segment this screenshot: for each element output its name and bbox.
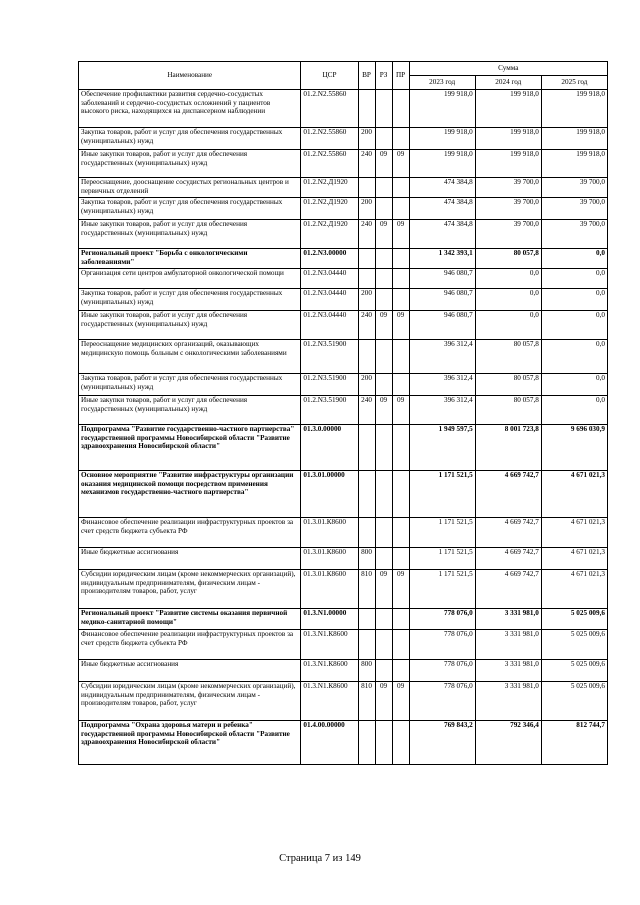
cell-vr xyxy=(358,518,375,548)
table-row xyxy=(79,518,608,548)
cell-sum-2024: 80 057,8 xyxy=(475,374,541,396)
cell-sum-2024: 4 669 742,7 xyxy=(475,471,541,518)
cell-pr: 09 xyxy=(392,682,409,721)
cell-name: Закупка товаров, работ и услуг для обеспечения государственных (муниципальных) нужд xyxy=(79,289,301,311)
cell-csr: 01.3.N1.К8600 xyxy=(301,660,358,682)
cell-sum-2023: 474 384,8 xyxy=(409,178,475,198)
cell-pr: 09 xyxy=(392,311,409,340)
cell-sum-2023: 396 312,4 xyxy=(409,374,475,396)
table-row xyxy=(79,150,608,178)
cell-sum-2025: 812 744,7 xyxy=(541,721,607,765)
cell-rz xyxy=(375,471,392,518)
table-row xyxy=(79,128,608,150)
cell-sum-2025: 0,0 xyxy=(541,289,607,311)
cell-rz xyxy=(375,660,392,682)
header-pr: ПР xyxy=(392,62,409,90)
cell-sum-2023: 778 076,0 xyxy=(409,630,475,660)
cell-csr: 01.2.N2.55860 xyxy=(301,128,358,150)
cell-csr: 01.2.N3.04440 xyxy=(301,289,358,311)
table-row xyxy=(79,178,608,198)
cell-sum-2024: 3 331 981,0 xyxy=(475,682,541,721)
cell-sum-2025: 199 918,0 xyxy=(541,90,607,128)
cell-vr: 200 xyxy=(358,128,375,150)
cell-sum-2023: 1 171 521,5 xyxy=(409,518,475,548)
cell-sum-2024: 39 700,0 xyxy=(475,198,541,220)
cell-pr xyxy=(392,374,409,396)
cell-csr: 01.2.N3.04440 xyxy=(301,311,358,340)
cell-sum-2024: 0,0 xyxy=(475,289,541,311)
cell-vr xyxy=(358,630,375,660)
table-row xyxy=(79,471,608,518)
cell-vr xyxy=(358,249,375,269)
cell-sum-2024: 3 331 981,0 xyxy=(475,630,541,660)
cell-name: Иные бюджетные ассигнования xyxy=(79,548,301,570)
cell-vr: 800 xyxy=(358,660,375,682)
cell-pr xyxy=(392,425,409,471)
cell-sum-2023: 946 080,7 xyxy=(409,289,475,311)
page-number: Страница 7 из 149 xyxy=(279,853,361,864)
cell-sum-2025: 4 671 021,3 xyxy=(541,471,607,518)
cell-rz: 09 xyxy=(375,570,392,609)
cell-rz: 09 xyxy=(375,682,392,721)
cell-sum-2025: 9 696 030,9 xyxy=(541,425,607,471)
cell-vr xyxy=(358,609,375,630)
cell-name: Обеспечение профилактики развития сердечно-сосудистых заболеваний и сердечно-сосудистых осложнений у пациентов высокого риска, находящихся на диспансерном наблюдении xyxy=(79,90,301,128)
cell-sum-2025: 0,0 xyxy=(541,269,607,289)
table-row xyxy=(79,220,608,249)
cell-vr: 810 xyxy=(358,570,375,609)
table-row xyxy=(79,630,608,660)
cell-sum-2023: 396 312,4 xyxy=(409,396,475,425)
cell-sum-2025: 39 700,0 xyxy=(541,198,607,220)
table-row xyxy=(79,425,608,471)
table-row xyxy=(79,548,608,570)
cell-sum-2025: 0,0 xyxy=(541,311,607,340)
cell-sum-2023: 199 918,0 xyxy=(409,128,475,150)
cell-sum-2024: 199 918,0 xyxy=(475,90,541,128)
cell-pr xyxy=(392,660,409,682)
cell-name: Подпрограмма "Развитие государственно-частного партнерства" государственной программы Новосибирской области "Развитие здравоохранения Новосибирской области" xyxy=(79,425,301,471)
header-csr: ЦСР xyxy=(301,62,358,90)
header-year-2023: 2023 год xyxy=(409,76,475,90)
cell-sum-2023: 199 918,0 xyxy=(409,150,475,178)
cell-name: Закупка товаров, работ и услуг для обеспечения государственных (муниципальных) нужд xyxy=(79,128,301,150)
cell-sum-2024: 4 669 742,7 xyxy=(475,548,541,570)
cell-pr xyxy=(392,340,409,374)
cell-rz xyxy=(375,609,392,630)
cell-name: Основное мероприятие "Развитие инфраструктуры организации оказания медицинской помощи посредством применения механизмов государственно-частного партнерства" xyxy=(79,471,301,518)
budget-table xyxy=(78,61,608,765)
cell-name: Переоснащение, дооснащение сосудистых региональных центров и первичных отделений xyxy=(79,178,301,198)
cell-rz xyxy=(375,128,392,150)
cell-csr: 01.3.0.00000 xyxy=(301,425,358,471)
cell-vr xyxy=(358,90,375,128)
cell-sum-2023: 769 843,2 xyxy=(409,721,475,765)
cell-sum-2023: 474 384,8 xyxy=(409,220,475,249)
cell-sum-2023: 474 384,8 xyxy=(409,198,475,220)
cell-rz xyxy=(375,721,392,765)
table-row xyxy=(79,396,608,425)
cell-vr: 200 xyxy=(358,198,375,220)
cell-sum-2024: 0,0 xyxy=(475,269,541,289)
cell-pr: 09 xyxy=(392,570,409,609)
cell-sum-2025: 39 700,0 xyxy=(541,178,607,198)
cell-sum-2023: 946 080,7 xyxy=(409,311,475,340)
cell-csr: 01.2.N3.51900 xyxy=(301,396,358,425)
cell-name: Иные бюджетные ассигнования xyxy=(79,660,301,682)
cell-rz: 09 xyxy=(375,220,392,249)
cell-name: Финансовое обеспечение реализации инфраструктурных проектов за счет средств бюджета субъекта РФ xyxy=(79,518,301,548)
cell-pr xyxy=(392,518,409,548)
cell-name: Субсидии юридическим лицам (кроме некоммерческих организаций), индивидуальным предпринимателям, физическим лицам - производителям товаров, работ, услуг xyxy=(79,682,301,721)
cell-sum-2023: 199 918,0 xyxy=(409,90,475,128)
cell-csr: 01.2.N3.51900 xyxy=(301,374,358,396)
cell-csr: 01.2.N3.51900 xyxy=(301,340,358,374)
cell-csr: 01.2.N2.Д1920 xyxy=(301,178,358,198)
cell-rz xyxy=(375,548,392,570)
cell-sum-2025: 199 918,0 xyxy=(541,150,607,178)
cell-csr: 01.3.01.00000 xyxy=(301,471,358,518)
cell-name: Региональный проект "Борьба с онкологическими заболеваниями" xyxy=(79,249,301,269)
cell-sum-2023: 1 171 521,5 xyxy=(409,471,475,518)
cell-csr: 01.2.N3.04440 xyxy=(301,269,358,289)
table-row xyxy=(79,289,608,311)
cell-csr: 01.2.N2.Д1920 xyxy=(301,198,358,220)
cell-rz xyxy=(375,374,392,396)
cell-sum-2025: 4 671 021,3 xyxy=(541,548,607,570)
table-body xyxy=(79,90,608,765)
header-year-2024: 2024 год xyxy=(475,76,541,90)
cell-name: Переоснащение медицинских организаций, оказывающих медицинскую помощь больным с онкологическими заболеваниями xyxy=(79,340,301,374)
table-row xyxy=(79,90,608,128)
cell-rz xyxy=(375,90,392,128)
cell-sum-2024: 39 700,0 xyxy=(475,220,541,249)
cell-pr xyxy=(392,128,409,150)
cell-sum-2023: 778 076,0 xyxy=(409,660,475,682)
table-row xyxy=(79,660,608,682)
cell-sum-2025: 4 671 021,3 xyxy=(541,518,607,548)
table-row xyxy=(79,609,608,630)
cell-rz xyxy=(375,269,392,289)
cell-rz xyxy=(375,289,392,311)
cell-vr xyxy=(358,178,375,198)
cell-sum-2024: 8 001 723,8 xyxy=(475,425,541,471)
cell-sum-2023: 396 312,4 xyxy=(409,340,475,374)
cell-csr: 01.2.N2.55860 xyxy=(301,90,358,128)
cell-vr: 200 xyxy=(358,289,375,311)
cell-name: Закупка товаров, работ и услуг для обеспечения государственных (муниципальных) нужд xyxy=(79,374,301,396)
cell-sum-2025: 5 025 009,6 xyxy=(541,630,607,660)
cell-sum-2025: 0,0 xyxy=(541,374,607,396)
cell-sum-2024: 3 331 981,0 xyxy=(475,609,541,630)
table-row xyxy=(79,570,608,609)
cell-pr: 09 xyxy=(392,396,409,425)
cell-name: Подпрограмма "Охрана здоровья матери и ребенка" государственной программы Новосибирской области "Развитие здравоохранения Новосибирской области" xyxy=(79,721,301,765)
cell-sum-2023: 1 949 597,5 xyxy=(409,425,475,471)
cell-sum-2024: 80 057,8 xyxy=(475,249,541,269)
cell-rz: 09 xyxy=(375,311,392,340)
cell-sum-2024: 199 918,0 xyxy=(475,128,541,150)
cell-sum-2025: 5 025 009,6 xyxy=(541,682,607,721)
cell-csr: 01.3.N1.К8600 xyxy=(301,630,358,660)
header-sum: Сумма xyxy=(409,62,607,76)
table-row xyxy=(79,682,608,721)
cell-sum-2023: 1 171 521,5 xyxy=(409,548,475,570)
cell-rz xyxy=(375,249,392,269)
header-name: Наименование xyxy=(79,62,301,90)
cell-csr: 01.2.N2.55860 xyxy=(301,150,358,178)
cell-pr xyxy=(392,721,409,765)
cell-sum-2025: 5 025 009,6 xyxy=(541,609,607,630)
cell-pr xyxy=(392,548,409,570)
cell-pr xyxy=(392,630,409,660)
cell-sum-2025: 4 671 021,3 xyxy=(541,570,607,609)
cell-vr xyxy=(358,471,375,518)
cell-rz xyxy=(375,518,392,548)
cell-vr xyxy=(358,721,375,765)
cell-vr xyxy=(358,340,375,374)
cell-pr: 09 xyxy=(392,150,409,178)
cell-rz xyxy=(375,198,392,220)
cell-name: Иные закупки товаров, работ и услуг для обеспечения государственных (муниципальных) нужд xyxy=(79,311,301,340)
table-row xyxy=(79,269,608,289)
cell-vr xyxy=(358,425,375,471)
cell-sum-2023: 946 080,7 xyxy=(409,269,475,289)
cell-name: Иные закупки товаров, работ и услуг для обеспечения государственных (муниципальных) нужд xyxy=(79,396,301,425)
cell-sum-2024: 4 669 742,7 xyxy=(475,570,541,609)
header-vr: ВР xyxy=(358,62,375,90)
cell-sum-2024: 4 669 742,7 xyxy=(475,518,541,548)
cell-pr xyxy=(392,269,409,289)
header-year-2025: 2025 год xyxy=(541,76,607,90)
table-row xyxy=(79,340,608,374)
cell-pr xyxy=(392,178,409,198)
table-row xyxy=(79,374,608,396)
cell-vr: 240 xyxy=(358,220,375,249)
cell-sum-2025: 39 700,0 xyxy=(541,220,607,249)
cell-name: Закупка товаров, работ и услуг для обеспечения государственных (муниципальных) нужд xyxy=(79,198,301,220)
cell-vr: 810 xyxy=(358,682,375,721)
cell-rz xyxy=(375,340,392,374)
cell-sum-2024: 792 346,4 xyxy=(475,721,541,765)
cell-sum-2024: 199 918,0 xyxy=(475,150,541,178)
cell-pr xyxy=(392,198,409,220)
header-rz: РЗ xyxy=(375,62,392,90)
cell-sum-2025: 199 918,0 xyxy=(541,128,607,150)
table-row xyxy=(79,249,608,269)
cell-pr xyxy=(392,471,409,518)
cell-sum-2024: 80 057,8 xyxy=(475,396,541,425)
cell-rz xyxy=(375,425,392,471)
cell-vr xyxy=(358,269,375,289)
table-row xyxy=(79,198,608,220)
cell-csr: 01.3.01.К8600 xyxy=(301,570,358,609)
cell-sum-2024: 3 331 981,0 xyxy=(475,660,541,682)
cell-csr: 01.3.01.К8600 xyxy=(301,518,358,548)
cell-csr: 01.3.N1.К8600 xyxy=(301,682,358,721)
cell-vr: 240 xyxy=(358,311,375,340)
cell-name: Субсидии юридическим лицам (кроме некоммерческих организаций), индивидуальным предпринимателям, физическим лицам - производителям товаров, работ, услуг xyxy=(79,570,301,609)
cell-pr xyxy=(392,289,409,311)
cell-sum-2023: 1 342 393,1 xyxy=(409,249,475,269)
cell-sum-2025: 5 025 009,6 xyxy=(541,660,607,682)
cell-sum-2025: 0,0 xyxy=(541,249,607,269)
cell-rz xyxy=(375,630,392,660)
cell-pr: 09 xyxy=(392,220,409,249)
cell-sum-2024: 39 700,0 xyxy=(475,178,541,198)
cell-rz: 09 xyxy=(375,396,392,425)
cell-pr xyxy=(392,609,409,630)
cell-name: Иные закупки товаров, работ и услуг для обеспечения государственных (муниципальных) нужд xyxy=(79,150,301,178)
cell-csr: 01.3.01.К8600 xyxy=(301,548,358,570)
cell-vr: 240 xyxy=(358,150,375,178)
cell-sum-2024: 80 057,8 xyxy=(475,340,541,374)
cell-sum-2023: 1 171 521,5 xyxy=(409,570,475,609)
cell-name: Организация сети центров амбулаторной онкологической помощи xyxy=(79,269,301,289)
cell-rz: 09 xyxy=(375,150,392,178)
cell-vr: 200 xyxy=(358,374,375,396)
cell-sum-2025: 0,0 xyxy=(541,340,607,374)
cell-name: Иные закупки товаров, работ и услуг для обеспечения государственных (муниципальных) нужд xyxy=(79,220,301,249)
cell-csr: 01.3.N1.00000 xyxy=(301,609,358,630)
cell-vr: 240 xyxy=(358,396,375,425)
cell-vr: 800 xyxy=(358,548,375,570)
cell-csr: 01.2.N2.Д1920 xyxy=(301,220,358,249)
cell-csr: 01.4.00.00000 xyxy=(301,721,358,765)
table-row xyxy=(79,721,608,765)
table-header xyxy=(79,62,608,90)
cell-name: Финансовое обеспечение реализации инфраструктурных проектов за счет средств бюджета субъекта РФ xyxy=(79,630,301,660)
table-row xyxy=(79,311,608,340)
cell-csr: 01.2.N3.00000 xyxy=(301,249,358,269)
cell-sum-2024: 0,0 xyxy=(475,311,541,340)
cell-sum-2023: 778 076,0 xyxy=(409,609,475,630)
cell-sum-2025: 0,0 xyxy=(541,396,607,425)
cell-rz xyxy=(375,178,392,198)
cell-sum-2023: 778 076,0 xyxy=(409,682,475,721)
cell-name: Региональный проект "Развитие системы оказания первичной медико-санитарной помощи" xyxy=(79,609,301,630)
cell-pr xyxy=(392,249,409,269)
cell-pr xyxy=(392,90,409,128)
